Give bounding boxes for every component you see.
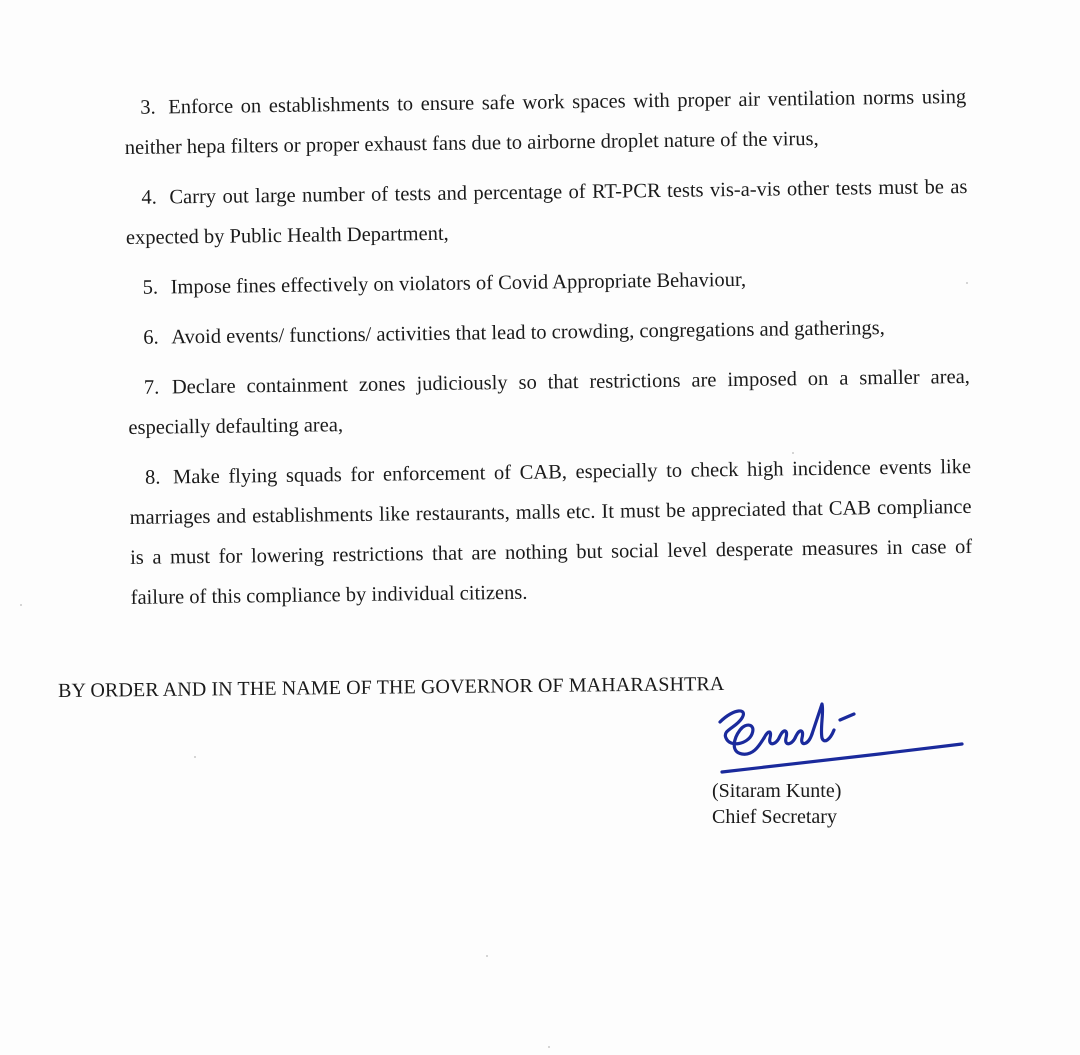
item-text: Make flying squads for enforcement of CAB, especially to check high incidence events like marriages and establishments like restaurants, malls etc. It must be appreciated that CAB compliance is a must for lowering restrictions that are nothing but social level desperate measures in case of failure of this compliance by individual citizens. (129, 455, 973, 609)
item-text: Declare containment zones judiciously so that restrictions are imposed on a smaller area, especially defaulting area, (128, 365, 970, 439)
item-number: 8. (144, 466, 161, 489)
list-item-5 (126, 257, 968, 308)
handwritten-signature (712, 700, 972, 780)
signature-initial (720, 711, 764, 754)
signature-ascender (812, 704, 834, 741)
numbered-list (124, 77, 973, 628)
item-number: 3. (140, 96, 156, 119)
item-number: 5. (142, 276, 159, 299)
scan-speck (548, 1046, 550, 1048)
scan-speck (194, 756, 196, 758)
signatory-name: (Sitaram Kunte) (712, 780, 842, 802)
scan-speck (792, 452, 794, 454)
item-number: 6. (143, 326, 159, 349)
signatory-block (712, 778, 841, 830)
list-item-8 (129, 447, 973, 618)
list-item-7 (128, 357, 971, 448)
signatory-title: Chief Secretary (712, 806, 837, 828)
item-text: Impose fines effectively on violators of Covid Appropriate Behaviour, (170, 268, 747, 299)
list-item-4 (125, 167, 968, 258)
list-item-6 (127, 307, 969, 358)
item-number: 7. (143, 376, 160, 399)
signature-strokes (720, 704, 962, 772)
scan-speck (486, 955, 488, 957)
item-number: 4. (141, 186, 157, 209)
list-item-3 (124, 77, 967, 168)
item-text: Carry out large number of tests and percentage of RT-PCR tests vis-a-vis other tests must be as expected by Public Health Department, (125, 175, 968, 249)
item-text: Avoid events/ functions/ activities that lead to crowding, congregations and gatherings, (171, 317, 885, 349)
scan-speck (20, 604, 22, 606)
signature-tail (840, 714, 854, 720)
order-statement: BY ORDER AND IN THE NAME OF THE GOVERNOR OF MAHARASHTRA (58, 673, 725, 702)
item-text: Enforce on establishments to ensure safe work spaces with proper air ventilation norms using neither hepa filters or proper exhaust fans due to airborne droplet nature of the virus, (124, 85, 967, 159)
scan-speck (966, 282, 968, 284)
signature-loops (764, 731, 812, 744)
